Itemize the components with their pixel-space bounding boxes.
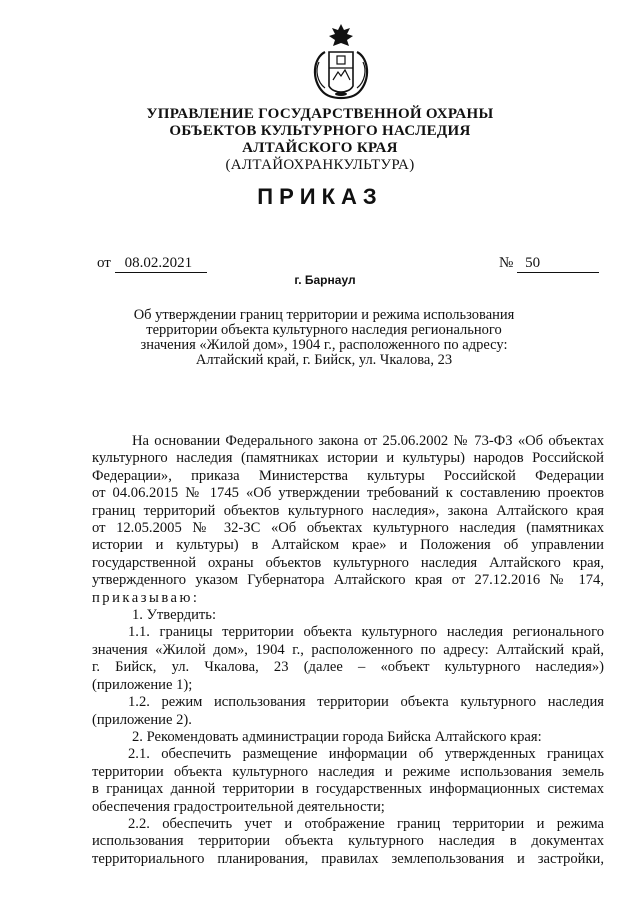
body-line: (приложение 1);: [92, 676, 193, 693]
subject-line: территории объекта культурного наследия регионального: [146, 322, 502, 338]
body-line: 2.1. обеспечить размещение информации об утвержденных границах: [128, 746, 604, 763]
city-label: г. Барнаул: [294, 273, 356, 287]
date-value: 08.02.2021: [115, 255, 207, 273]
number-value: 50: [517, 255, 599, 273]
body-line: 2. Рекомендовать администрации города Бийска Алтайского края:: [132, 728, 542, 745]
body-line: 1. Утвердить:: [132, 607, 217, 624]
body-line: Федерации», приказа Министерства культуры Российской Федерации: [92, 467, 604, 484]
body-line: истории и культуры) в Алтайском крае» и Положения об управлении: [92, 537, 604, 554]
body-line: утвержденного указом Губернатора Алтайского края от 27.12.2016 № 174,: [92, 572, 604, 589]
body-line: использования территории объекта культурного наследия в документах: [92, 833, 604, 850]
body-line: обеспечения градостроительной деятельности;: [92, 798, 385, 815]
body-line: приказываю:: [92, 589, 200, 606]
body-line: (приложение 2).: [92, 711, 192, 728]
org-line: УПРАВЛЕНИЕ ГОСУДАРСТВЕННОЙ ОХРАНЫ: [146, 106, 494, 122]
subject-line: Об утверждении границ территории и режима использования: [133, 307, 515, 323]
number-prefix: №: [499, 255, 514, 271]
document-date: [97, 255, 207, 273]
date-prefix: от: [97, 255, 111, 271]
body-line: 1.1. границы территории объекта культурного наследия регионального: [128, 624, 604, 641]
document-subject: [0, 308, 640, 368]
body-line: в границах данной территории в государственных информационных системах: [92, 781, 604, 798]
body-line: На основании Федерального закона от 25.06.2002 № 73-ФЗ «Об объектах: [132, 433, 604, 449]
body-line: культурного наследия (памятниках истории и культуры) народов Российской: [92, 450, 604, 467]
body-line: территориального планирования, правилах землепользования и застройки,: [92, 850, 604, 867]
org-line: ОБЪЕКТОВ КУЛЬТУРНОГО НАСЛЕДИЯ: [169, 123, 471, 139]
organization-name: [0, 106, 640, 174]
document-body: [92, 433, 604, 868]
org-line: АЛТАЙСКОГО КРАЯ: [242, 140, 398, 156]
body-line: от 04.06.2015 № 1745 «Об утверждении требований к составлению проектов: [92, 485, 604, 502]
document-type-title: ПРИКАЗ: [257, 184, 383, 209]
document-number: [499, 255, 599, 273]
body-line: границ территорий объектов культурного наследия», закона Алтайского края: [92, 502, 604, 519]
subject-line: значения «Жилой дом», 1904 г., расположенного по адресу:: [140, 337, 508, 353]
org-abbreviation: (АЛТАЙОХРАНКУЛЬТУРА): [225, 157, 415, 173]
coat-of-arms-emblem: [305, 22, 377, 102]
body-line: территории объекта культурного наследия и режиме использования земель: [92, 763, 604, 780]
body-line: 1.2. режим использования территории объекта культурного наследия: [128, 694, 604, 711]
body-line: от 12.05.2005 № 32-ЗС «Об объектах культурного наследия (памятниках: [92, 520, 604, 537]
body-line: значения «Жилой дом», 1904 г., расположенного по адресу: Алтайский край,: [92, 641, 604, 658]
subject-line: Алтайский край, г. Бийск, ул. Чкалова, 23: [195, 352, 453, 368]
body-line: 2.2. обеспечить учет и отображение границ территории и режима: [128, 815, 604, 832]
body-line: г. Бийск, ул. Чкалова, 23 (далее – «объект культурного наследия»): [92, 659, 604, 676]
body-line: государственной охраны объектов культурного наследия Алтайского края,: [92, 554, 604, 571]
